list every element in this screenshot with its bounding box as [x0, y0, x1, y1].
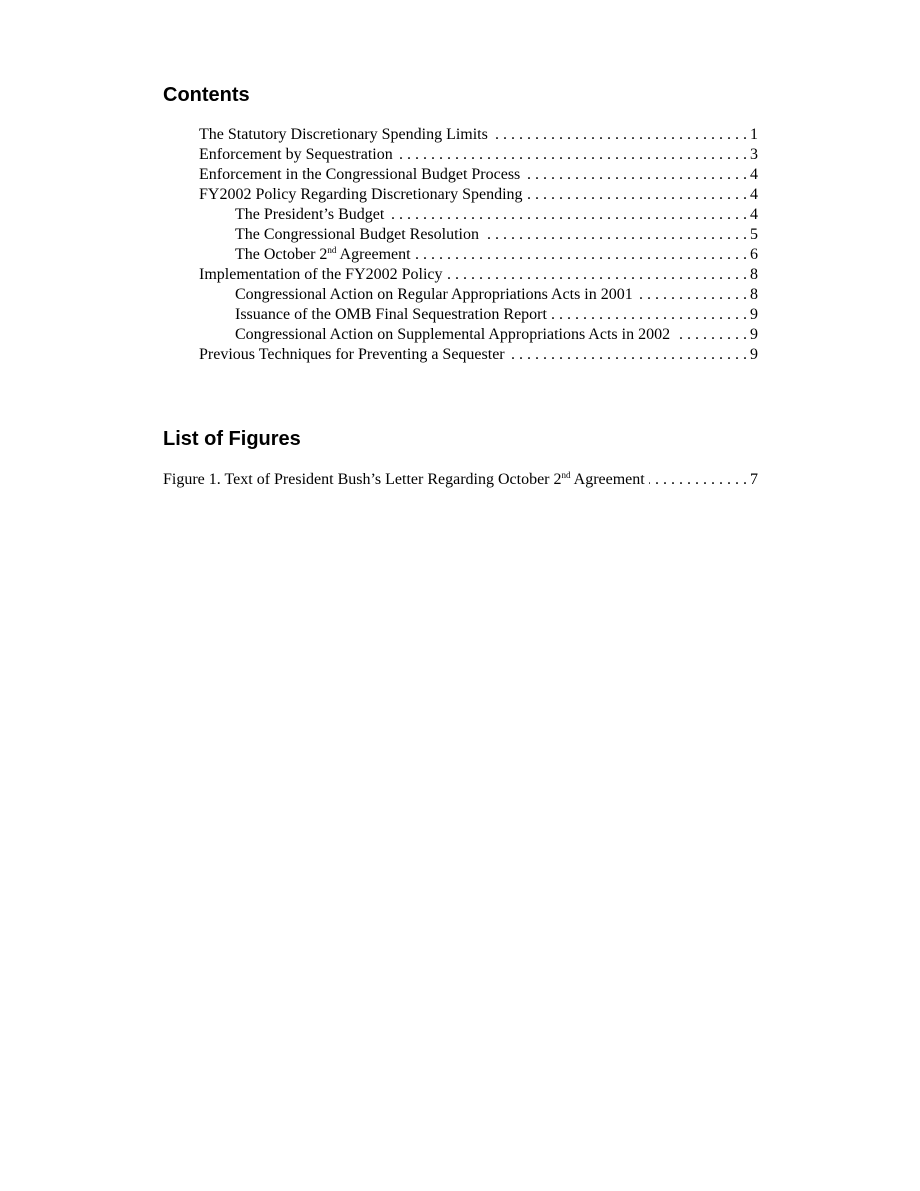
entry-title-text: Enforcement in the Congressional Budget Process: [199, 166, 521, 183]
entry-title: [235, 225, 483, 245]
toc-entry[interactable]: [163, 145, 758, 165]
entry-title: [199, 345, 509, 365]
dot-leader: [447, 265, 747, 285]
toc-entry[interactable]: [163, 185, 758, 205]
entry-title: [199, 165, 524, 185]
entry-page-number: 5: [750, 226, 758, 243]
entry-page-number: 9: [750, 326, 758, 343]
dot-leader: [649, 470, 747, 490]
dot-leader: [483, 225, 747, 245]
entry-page-number: 9: [750, 346, 758, 363]
toc-entry[interactable]: [163, 285, 758, 305]
entry-title-text: The October 2: [235, 246, 328, 263]
entry-title-text: Issuance of the OMB Final Sequestration Report: [235, 306, 547, 323]
entry-title-text: Previous Techniques for Preventing a Sequester: [199, 346, 505, 363]
toc-entry[interactable]: [163, 325, 758, 345]
entry-page-number: 4: [750, 186, 758, 203]
entry-title-suffix: Agreement: [570, 471, 645, 488]
entry-title: [235, 305, 551, 325]
dot-leader: [509, 345, 747, 365]
entry-title: [235, 285, 637, 305]
entry-title-text: Congressional Action on Supplemental Appropriations Acts in 2002: [235, 326, 671, 343]
dot-leader: [388, 205, 747, 225]
figure-entry[interactable]: [163, 470, 758, 490]
entry-title-text: The President’s Budget: [235, 206, 385, 223]
entry-title: [199, 185, 527, 205]
entry-title: [235, 245, 415, 265]
toc-entry[interactable]: [163, 225, 758, 245]
entry-title-text: Congressional Action on Regular Appropriations Acts in 2001: [235, 286, 633, 303]
entry-title: [199, 265, 447, 285]
toc-entry[interactable]: [163, 305, 758, 325]
contents-list: [163, 125, 758, 365]
entry-title: [235, 205, 388, 225]
entry-title-text: Implementation of the FY2002 Policy: [199, 266, 443, 283]
entry-title-text: The Congressional Budget Resolution: [235, 226, 479, 243]
entry-title: [163, 470, 649, 490]
dot-leader: [492, 125, 747, 145]
entry-title-text: Figure 1. Text of President Bush’s Letter Regarding October 2: [163, 471, 562, 488]
dot-leader: [527, 185, 747, 205]
entry-page-number: 8: [750, 286, 758, 303]
dot-leader: [674, 325, 747, 345]
entry-page-number: 4: [750, 206, 758, 223]
entry-page-number: 9: [750, 306, 758, 323]
toc-entry[interactable]: [163, 125, 758, 145]
toc-entry[interactable]: [163, 205, 758, 225]
entry-page-number: 8: [750, 266, 758, 283]
toc-entry[interactable]: [163, 245, 758, 265]
entry-title: [235, 325, 674, 345]
entry-title-superscript: nd: [327, 245, 337, 255]
dot-leader: [524, 165, 747, 185]
dot-leader: [551, 305, 747, 325]
dot-leader: [415, 245, 747, 265]
figures-list: [163, 470, 758, 490]
entry-title: [199, 145, 397, 165]
entry-title-text: The Statutory Discretionary Spending Limits: [199, 126, 488, 143]
entry-title-superscript: nd: [561, 470, 571, 480]
toc-entry[interactable]: [163, 265, 758, 285]
entry-title-text: Enforcement by Sequestration: [199, 146, 393, 163]
entry-page-number: 1: [750, 126, 758, 143]
entry-page-number: 4: [750, 166, 758, 183]
toc-entry[interactable]: [163, 165, 758, 185]
dot-leader: [397, 145, 747, 165]
entry-page-number: 7: [750, 471, 758, 488]
toc-entry[interactable]: [163, 345, 758, 365]
entry-page-number: 6: [750, 246, 758, 263]
list-of-figures-heading: List of Figures: [163, 428, 301, 450]
entry-title: [199, 125, 492, 145]
entry-page-number: 3: [750, 146, 758, 163]
entry-title-suffix: Agreement: [336, 246, 411, 263]
contents-heading: Contents: [163, 84, 250, 106]
dot-leader: [637, 285, 747, 305]
entry-title-text: FY2002 Policy Regarding Discretionary Spending: [199, 186, 523, 203]
